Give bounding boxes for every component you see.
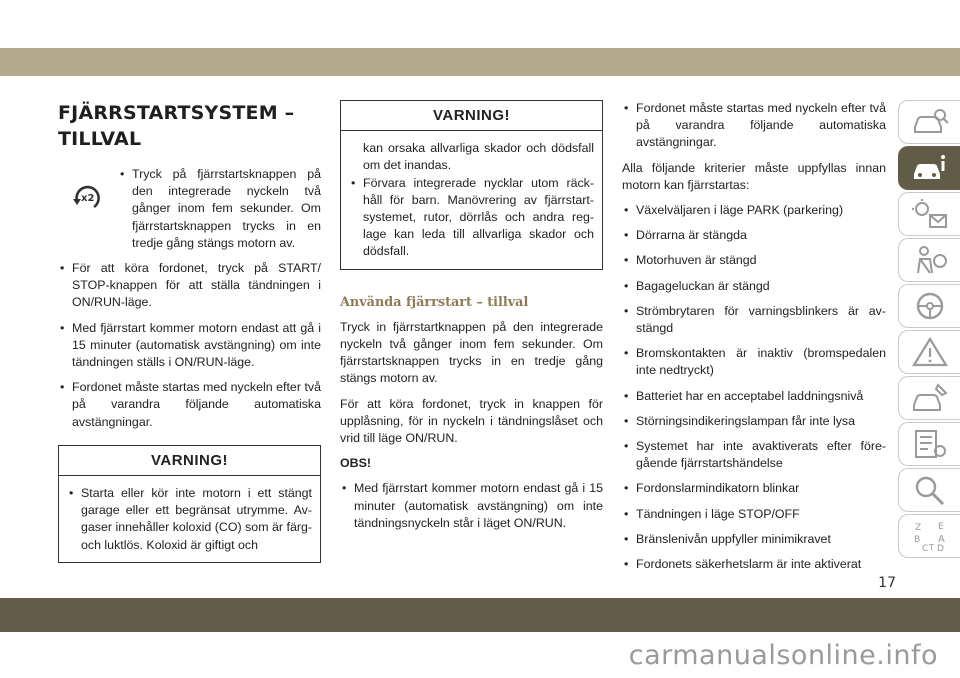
svg-text:B: B bbox=[913, 535, 920, 545]
criteria-item: • Strömbrytaren för varningsblinkers är av- stängd bbox=[622, 303, 886, 337]
criteria-item: • Bromskontakten är inaktiv (bromspedalen inte nedtryckt) bbox=[622, 345, 886, 379]
car-wrench-icon bbox=[910, 381, 950, 415]
column-2 bbox=[340, 100, 603, 540]
header-band bbox=[0, 48, 960, 76]
paragraph: För att köra fordonet, tryck in knappen för upplåsning, för in nyckeln i tändningslåset och vrid till läge ON/RUN. bbox=[340, 396, 603, 446]
criteria-item: • Bränslenivån uppfyller minimikravet bbox=[622, 531, 886, 548]
section-subheading: Använda fjärrstart – tillval bbox=[340, 294, 529, 310]
criteria-item: • Växelväljaren i läge PARK (parkering) bbox=[622, 202, 886, 219]
criteria-item: • Batteriet har en acceptabel laddningsnivå bbox=[622, 388, 886, 405]
list-item: • Fordonet måste startas med nyckeln efter två på varandra följande automatiska avstängningar. bbox=[622, 100, 886, 152]
column-3 bbox=[622, 100, 886, 581]
page-number: 17 bbox=[878, 575, 896, 591]
car-magnifier-icon bbox=[910, 105, 950, 139]
hazard-triangle-icon bbox=[910, 335, 950, 369]
top-margin bbox=[0, 0, 960, 48]
list-item: • Fordonet måste startas med nyckeln efter två på varandra följande automatiska avstängningar. bbox=[58, 379, 321, 431]
magnifier-icon bbox=[910, 473, 950, 507]
warning-continued-text: kan orsaka allvarliga skador och dödsfall om det inandas. bbox=[363, 141, 594, 173]
criteria-intro: Alla följande kriterier måste uppfyllas innan motorn kan fjärrstartas: bbox=[622, 160, 886, 192]
criteria-item: • Motorhuven är stängd bbox=[622, 252, 886, 269]
criteria-item: • Tändningen i läge STOP/OFF bbox=[622, 506, 886, 523]
list-item: • För att köra fordonet, tryck på START/ STOP-knappen för att ställa tändningen i ON/RUN-läge. bbox=[58, 260, 321, 312]
steering-wheel-icon bbox=[910, 289, 950, 323]
col1-bullets bbox=[58, 260, 321, 431]
svg-text:Z: Z bbox=[914, 523, 921, 533]
tab-technical-specifications[interactable] bbox=[898, 422, 960, 466]
warning-title: VARNING! bbox=[341, 100, 602, 131]
warning-box-continued bbox=[340, 100, 603, 270]
criteria-item: • Bagageluckan är stängd bbox=[622, 278, 886, 295]
seatbelt-airbag-icon bbox=[910, 243, 950, 277]
tab-customer-assistance[interactable] bbox=[898, 468, 960, 512]
lead-bullet: • Tryck på fjärrstartsknappen på den integrerade nyckeln två gånger inom fem sekunder. Om fjärrstartsknappen trycks in en tredje gång stängs motorn av. bbox=[118, 166, 321, 252]
tab-introduction[interactable] bbox=[898, 100, 960, 144]
svg-text:E: E bbox=[937, 522, 944, 532]
criteria-item: • Systemet har inte avaktiverats efter före- gående fjärrstartshändelse bbox=[622, 438, 886, 472]
note-bullet: • Med fjärrstart kommer motorn endast gå i 15 minuter (automatisk avstängning) om inte tändningsnyckeln står i läget ON/RUN. bbox=[340, 480, 603, 532]
warning-bullet: • Starta eller kör inte motorn i ett stängt garage eller ett begränsat utrymme. Av- gaser innehåller koloxid (CO) som är färg- och luktlös. Koloxid är giftigt och bbox=[67, 485, 312, 554]
tab-starting-operating[interactable] bbox=[898, 284, 960, 328]
tab-in-case-of-emergency[interactable] bbox=[898, 330, 960, 374]
column-1 bbox=[58, 100, 321, 563]
spec-list-gear-icon bbox=[910, 427, 950, 461]
svg-text:C: C bbox=[921, 544, 928, 553]
list-item: • Med fjärrstart kommer motorn endast att gå i 15 minuter (automatisk avstängning) om inte tändningen ställs i ON/RUN-läge. bbox=[58, 320, 321, 372]
svg-text:T: T bbox=[928, 543, 934, 552]
paragraph: Tryck in fjärrstartknappen på den integrerade nyckeln två gånger inom fem sekunder. Om fjärrstartsknappen trycks in en tredje gång stängs motorn av. bbox=[340, 319, 603, 386]
warning-lights-icon bbox=[910, 197, 950, 231]
svg-text:D: D bbox=[936, 544, 944, 553]
criteria-item: • Dörrarna är stängda bbox=[622, 227, 886, 244]
remote-start-x2-icon bbox=[70, 180, 104, 214]
tab-instrument-panel[interactable] bbox=[898, 192, 960, 236]
footer-band bbox=[0, 598, 960, 632]
tab-index[interactable] bbox=[898, 514, 960, 558]
warning-bullet: • Förvara integrerade nycklar utom räck- håll för barn. Manövrering av fjärrstart- systemet, rutor, dörrlås och andra reg- lage kan leda till allvarliga skador och dödsfall. bbox=[349, 175, 594, 261]
criteria-item: • Fordonslarmindikatorn blinkar bbox=[622, 480, 886, 497]
svg-text:x2: x2 bbox=[81, 193, 95, 204]
watermark: carmanualsonline.info bbox=[628, 639, 938, 671]
car-info-icon bbox=[910, 151, 950, 185]
note-label: OBS! bbox=[340, 456, 371, 471]
alphabet-index-icon bbox=[910, 519, 950, 553]
tab-servicing-maintenance[interactable] bbox=[898, 376, 960, 420]
criteria-list bbox=[622, 202, 886, 573]
criteria-item: • Störningsindikeringslampan får inte lysa bbox=[622, 413, 886, 430]
page-title: FJÄRRSTARTSYSTEM – TILLVAL bbox=[58, 102, 295, 150]
remote-start-step bbox=[58, 166, 321, 252]
warning-box bbox=[58, 445, 321, 563]
warning-title: VARNING! bbox=[59, 446, 320, 476]
svg-text:A: A bbox=[937, 534, 945, 545]
criteria-item: • Fordonets säkerhetslarm är inte aktiverat bbox=[622, 556, 886, 573]
tab-getting-to-know-vehicle[interactable] bbox=[898, 146, 960, 190]
tab-safety[interactable] bbox=[898, 238, 960, 282]
